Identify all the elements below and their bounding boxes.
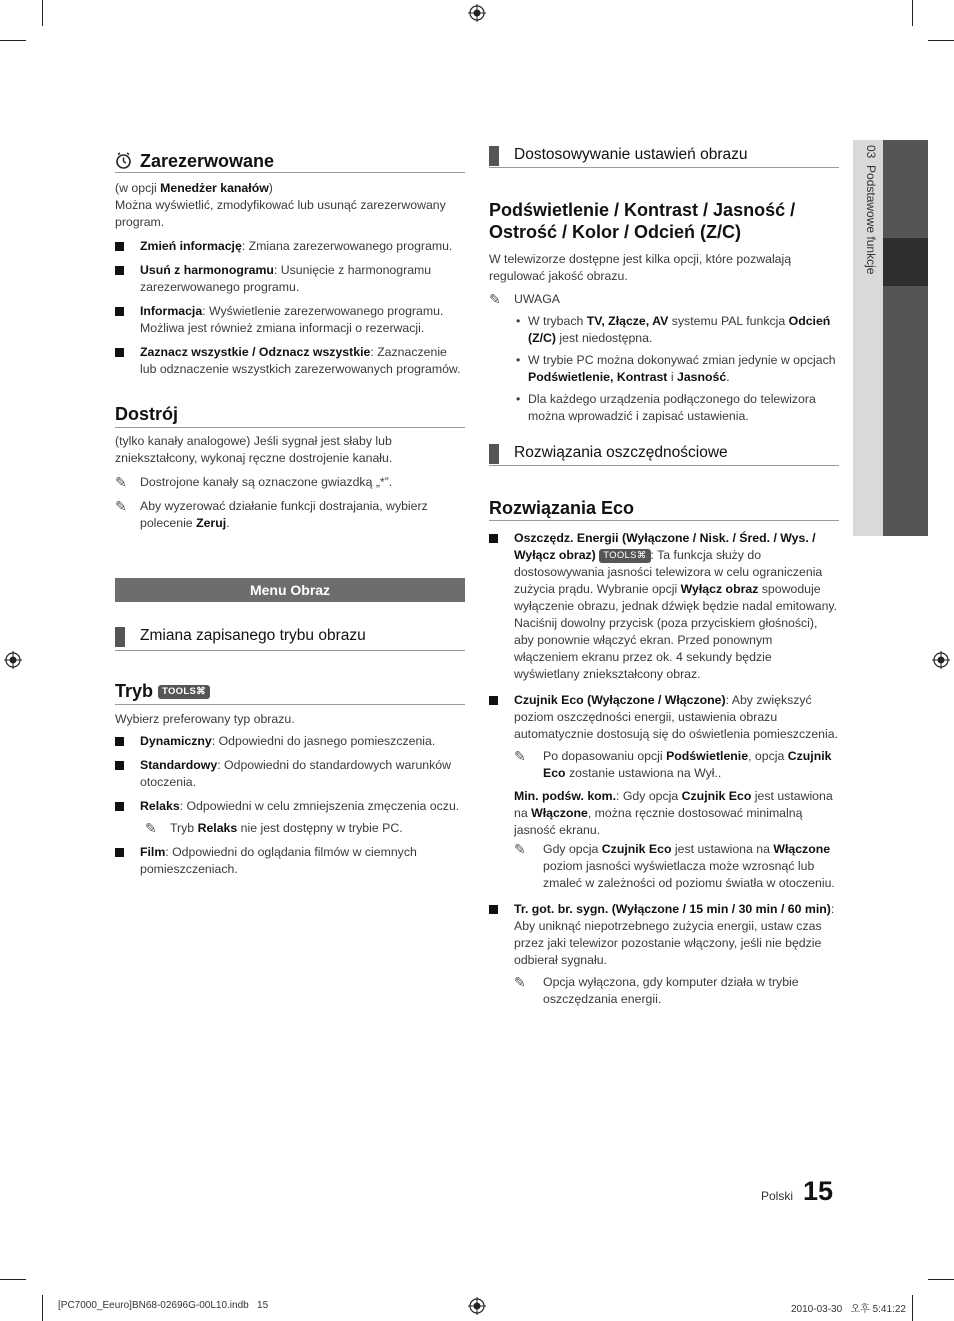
list-item: Zaznacz wszystkie / Odznacz wszystkie: Zaznaczenie lub odznaczenie wszystkich zarezerwowanych programów. (115, 344, 465, 378)
note: ✎ Gdy opcja Czujnik Eco jest ustawiona na Włączone poziom jasności wyświetlacza może wzrosnąć lub zmaleć w zależności od poziomu światła w otoczeniu. (514, 841, 835, 890)
registration-mark-icon (468, 4, 486, 22)
section-title: Zarezerwowane (140, 151, 275, 171)
section-dostroj-header (115, 403, 465, 428)
note: ✎ Aby wyzerować działanie funkcji dostrajania, wybierz polecenie Zeruj. (115, 498, 428, 530)
note: ✎ Dostrojone kanały są oznaczone gwiazdką „*”. (115, 474, 393, 490)
subsection-title: Dostosowywanie ustawień obrazu (514, 146, 748, 163)
list-item: Tr. got. br. sygn. (Wyłączone / 15 min / 30 min / 60 min): Aby uniknąć niepotrzebnego zużycia energii, ustaw czas przez jaki telewizor pozostanie włączony, jeśli nie będzie odbierał sygnału. (489, 901, 839, 969)
crop-mark (42, 0, 43, 26)
side-tab-label: 03 Podstawowe funkcje (864, 145, 878, 275)
intro-text: Wybierz preferowany typ obrazu. (115, 712, 295, 726)
note: ✎ Tryb Relaks nie jest dostępny w trybie PC. (145, 820, 403, 836)
note-pencil-icon: ✎ (514, 841, 526, 857)
note-pencil-icon: ✎ (145, 820, 157, 836)
subsection-header (115, 626, 465, 651)
note: ✎ Opcja wyłączona, gdy komputer działa w trybie oszczędzania energii. (514, 974, 799, 1006)
subsection-title: Rozwiązania oszczędnościowe (514, 444, 728, 461)
list-item: Film: Odpowiedni do oglądania filmów w ciemnych pomieszczeniach. (115, 844, 465, 878)
dot-item: • Dla każdego urządzenia podłączonego do telewizora można wprowadzić i zapisać ustawienia. (516, 392, 816, 423)
subsection-bar (489, 146, 499, 166)
min-podsw-text: Min. podśw. kom.: Gdy opcja Czujnik Eco jest ustawiona na Włączone, można ręcznie dostosować minimalną jasność ekranu. (514, 789, 833, 837)
list-item: Informacja: Wyświetlenie zarezerwowanego programu. Możliwa jest również zmiana informacji o rezerwacji. (115, 303, 465, 337)
subsection-header (489, 145, 839, 168)
intro-text: W telewizorze dostępne jest kilka opcji, które pozwalają regulować jakość obrazu. (489, 252, 792, 283)
note: ✎ Po dopasowaniu opcji Podświetlenie, opcja Czujnik Eco zostanie ustawiona na Wył.. (514, 748, 832, 780)
section-tryb-header (115, 680, 465, 705)
section-title: Tryb (115, 681, 154, 701)
crop-mark (912, 0, 913, 26)
tools-badge: TOOLS⌘ (599, 549, 650, 563)
note-pencil-icon: ✎ (489, 291, 501, 307)
crop-mark (928, 1279, 954, 1280)
list-item: Usuń z harmonogramu: Usunięcie z harmonogramu zarezerwowanego programu. (115, 262, 465, 296)
section-zarezerwowane-header (115, 150, 465, 173)
tools-badge: TOOLS⌘ (158, 685, 210, 699)
list-item: Standardowy: Odpowiedni do standardowych warunków otoczenia. (115, 757, 465, 791)
section-title: Dostrój (115, 404, 178, 424)
subsection-header (489, 443, 839, 466)
intro-text: (tylko kanały analogowe) Jeśli sygnał jest słaby lub zniekształcony, wykonaj ręczne dostrojenie kanału. (115, 434, 393, 465)
paren-text: (w opcji Menedżer kanałów) (115, 181, 273, 195)
list-item: Oszczędz. Energii (Wyłączone / Nisk. / Śred. / Wys. / Wyłącz obraz) TOOLS⌘ : Ta funkcja służy do dostosowywania jasności telewizora w celu ograniczenia zużycia prądu. Wybranie opcji Wyłącz obraz spowoduje wyłączenie obrazu, jednak dźwięk będzie nadal emitowany. Naciśnij dowolny przycisk (poza przyciskiem głośności), aby ponownie włączyć ekran. Przed ponownym włączeniem ekranu przez ok. 4 sekundy będzie wyświetlany zniekształcony obraz. (489, 530, 839, 683)
section-title: Rozwiązania Eco (489, 498, 635, 518)
crop-mark (42, 1295, 43, 1321)
crop-mark (928, 40, 954, 41)
list-item: Zmień informację: Zmiana zarezerwowanego programu. (115, 238, 465, 255)
side-tab-dark (883, 140, 928, 536)
menu-banner: Menu Obraz (115, 578, 465, 602)
section-title: Podświetlenie / Kontrast / Jasność / Ostrość / Kolor / Odcień (Z/C) (489, 200, 796, 242)
section-eco-header (489, 497, 839, 521)
slug-file: [PC7000_Eeuro]BN68-02696G-00L10.indb 15 (58, 1300, 269, 1311)
clock-icon (115, 152, 132, 169)
dot-item: • W trybie PC można dokonywać zmian jedynie w opcjach Podświetlenie, Kontrast i Jasność. (516, 353, 836, 384)
registration-mark-icon (932, 651, 950, 669)
list-item: Czujnik Eco (Wyłączone / Włączone): Aby zwiększyć poziom oszczędności energii, ustawienia obrazu automatycznie dostosują się do oświetlenia pomieszczenia. (489, 692, 839, 743)
note-pencil-icon: ✎ (115, 498, 127, 514)
note-pencil-icon: ✎ (514, 748, 526, 764)
list-item: Relaks: Odpowiedni w celu zmniejszenia zmęczenia oczu. (115, 798, 465, 815)
note-pencil-icon: ✎ (514, 974, 526, 990)
footer-language: Polski (761, 1189, 794, 1203)
dot-item: • W trybach TV, Złącze, AV systemu PAL funkcja Odcień (Z/C) jest niedostępna. (516, 314, 831, 345)
crop-mark (912, 1295, 913, 1321)
registration-mark-icon (468, 1297, 486, 1315)
list-item: Dynamiczny: Odpowiedni do jasnego pomieszczenia. (115, 733, 465, 750)
intro-text: Można wyświetlić, zmodyfikować lub usunąć zarezerwowany program. (115, 198, 446, 229)
side-tab-marker (883, 238, 928, 286)
note-header: ✎ UWAGA (489, 291, 560, 307)
page-number: 15 (803, 1176, 834, 1206)
slug-date: 2010-03-30 오후 5:41:22 (791, 1304, 906, 1315)
crop-mark (0, 40, 26, 41)
subsection-bar (115, 627, 125, 647)
note-pencil-icon: ✎ (115, 474, 127, 490)
subsection-bar (489, 444, 499, 464)
crop-mark (0, 1279, 26, 1280)
registration-mark-icon (4, 651, 22, 669)
subsection-title: Zmiana zapisanego trybu obrazu (140, 627, 366, 644)
